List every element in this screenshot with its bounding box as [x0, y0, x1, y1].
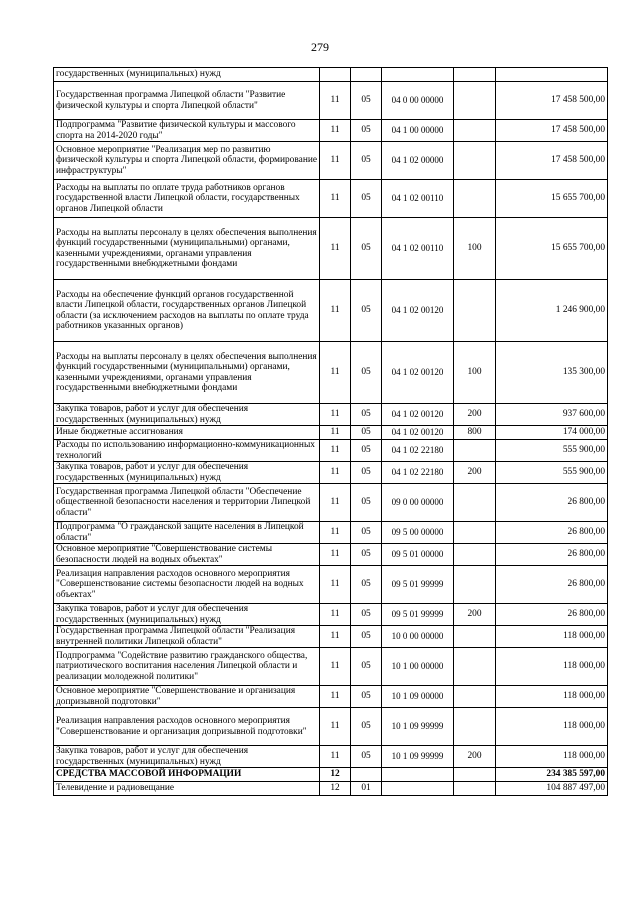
table-row — [54, 566, 608, 604]
row-amount: 17 458 500,00 — [496, 120, 608, 142]
row-expense-type: 200 — [454, 604, 496, 626]
row-amount: 26 800,00 — [496, 484, 608, 522]
row-name: Подпрограмма "Содействие развитию гражданского общества, патриотического воспитания населения Липецкой области и реализации молодежной политики" — [54, 648, 320, 686]
page-number: 279 — [311, 40, 329, 54]
row-subsection — [351, 68, 382, 82]
row-subsection: 05 — [351, 566, 382, 604]
table-row — [54, 142, 608, 180]
row-section: 11 — [320, 82, 351, 120]
row-section: 11 — [320, 686, 351, 708]
row-expense-type — [454, 566, 496, 604]
row-amount: 104 887 497,00 — [496, 782, 608, 796]
row-expense-type — [454, 768, 496, 782]
table-row — [54, 404, 608, 426]
row-section: 11 — [320, 522, 351, 544]
budget-table — [53, 67, 608, 796]
row-subsection: 05 — [351, 404, 382, 426]
row-subsection: 05 — [351, 686, 382, 708]
row-subsection: 01 — [351, 782, 382, 796]
row-amount: 118 000,00 — [496, 686, 608, 708]
row-amount: 118 000,00 — [496, 648, 608, 686]
row-name: Подпрограмма "О гражданской защите населения в Липецкой области" — [54, 522, 320, 544]
row-target-article: 09 5 01 99999 — [382, 604, 454, 626]
row-name: Телевидение и радиовещание — [54, 782, 320, 796]
table-row — [54, 342, 608, 404]
row-expense-type — [454, 440, 496, 462]
row-amount: 118 000,00 — [496, 708, 608, 746]
table-row — [54, 768, 608, 782]
row-section: 11 — [320, 626, 351, 648]
row-amount: 174 000,00 — [496, 426, 608, 440]
row-amount: 17 458 500,00 — [496, 82, 608, 120]
table-row — [54, 626, 608, 648]
row-name: Расходы на выплаты персоналу в целях обеспечения выполнения функций государственными (муниципальными) органами, казенными учреждениями, органами управления государственными внебюджетными фондами — [54, 218, 320, 280]
row-subsection: 05 — [351, 440, 382, 462]
row-name: Расходы на выплаты по оплате труда работников органов государственной власти Липецкой области, государственных органов Липецкой области — [54, 180, 320, 218]
row-target-article: 04 1 02 00120 — [382, 404, 454, 426]
row-target-article: 10 1 09 99999 — [382, 746, 454, 768]
row-name: Основное мероприятие "Совершенствование системы безопасности людей на водных объектах" — [54, 544, 320, 566]
row-target-article: 04 1 02 00120 — [382, 342, 454, 404]
table-row — [54, 648, 608, 686]
table-row — [54, 708, 608, 746]
row-section: 11 — [320, 426, 351, 440]
row-subsection: 05 — [351, 604, 382, 626]
row-target-article: 04 1 02 00110 — [382, 180, 454, 218]
row-amount: 26 800,00 — [496, 604, 608, 626]
row-target-article: 04 1 02 22180 — [382, 440, 454, 462]
table-row — [54, 522, 608, 544]
row-subsection: 05 — [351, 180, 382, 218]
row-section: 11 — [320, 648, 351, 686]
row-target-article: 04 1 02 00120 — [382, 426, 454, 440]
row-target-article: 04 1 02 00120 — [382, 280, 454, 342]
row-expense-type — [454, 626, 496, 648]
row-expense-type — [454, 82, 496, 120]
row-name: Закупка товаров, работ и услуг для обеспечения государственных (муниципальных) нужд — [54, 404, 320, 426]
row-target-article — [382, 782, 454, 796]
row-amount: 26 800,00 — [496, 566, 608, 604]
row-target-article: 04 0 00 00000 — [382, 82, 454, 120]
table-row — [54, 280, 608, 342]
table-row — [54, 604, 608, 626]
row-name: Подпрограмма "Развитие физической культуры и массового спорта на 2014-2020 годы" — [54, 120, 320, 142]
row-target-article: 04 1 02 22180 — [382, 462, 454, 484]
row-section: 11 — [320, 142, 351, 180]
row-section: 11 — [320, 120, 351, 142]
row-target-article: 04 1 02 00110 — [382, 218, 454, 280]
row-name: Закупка товаров, работ и услуг для обеспечения государственных (муниципальных) нужд — [54, 746, 320, 768]
row-section: 11 — [320, 544, 351, 566]
row-name: Закупка товаров, работ и услуг для обеспечения государственных (муниципальных) нужд — [54, 604, 320, 626]
table-row — [54, 686, 608, 708]
row-expense-type: 200 — [454, 404, 496, 426]
row-section: 12 — [320, 768, 351, 782]
row-expense-type — [454, 686, 496, 708]
table-row — [54, 462, 608, 484]
table-row — [54, 218, 608, 280]
row-target-article: 09 5 01 00000 — [382, 544, 454, 566]
row-amount: 26 800,00 — [496, 544, 608, 566]
row-expense-type — [454, 544, 496, 566]
row-name: СРЕДСТВА МАССОВОЙ ИНФОРМАЦИИ — [54, 768, 320, 782]
row-expense-type — [454, 782, 496, 796]
row-target-article: 09 0 00 00000 — [382, 484, 454, 522]
row-expense-type — [454, 180, 496, 218]
table-row — [54, 120, 608, 142]
row-subsection — [351, 768, 382, 782]
row-section: 11 — [320, 342, 351, 404]
row-expense-type — [454, 120, 496, 142]
row-subsection: 05 — [351, 522, 382, 544]
row-expense-type — [454, 68, 496, 82]
row-name: Расходы на обеспечение функций органов государственной власти Липецкой области, государственных органов Липецкой области (за исключением расходов на выплаты по оплате труда работников указанных органов) — [54, 280, 320, 342]
row-expense-type — [454, 280, 496, 342]
row-amount: 1 246 900,00 — [496, 280, 608, 342]
row-section: 11 — [320, 218, 351, 280]
row-section: 11 — [320, 604, 351, 626]
row-target-article — [382, 768, 454, 782]
table-row — [54, 746, 608, 768]
row-subsection: 05 — [351, 708, 382, 746]
row-section: 11 — [320, 180, 351, 218]
row-target-article: 10 1 00 00000 — [382, 648, 454, 686]
row-target-article: 09 5 01 99999 — [382, 566, 454, 604]
table-row — [54, 484, 608, 522]
table-row — [54, 82, 608, 120]
row-expense-type — [454, 142, 496, 180]
row-target-article: 10 1 09 99999 — [382, 708, 454, 746]
row-subsection: 05 — [351, 82, 382, 120]
row-amount: 17 458 500,00 — [496, 142, 608, 180]
row-target-article: 09 5 00 00000 — [382, 522, 454, 544]
row-name: Иные бюджетные ассигнования — [54, 426, 320, 440]
row-expense-type — [454, 708, 496, 746]
row-subsection: 05 — [351, 120, 382, 142]
row-name: Реализация направления расходов основного мероприятия "Совершенствование и организация допризывной подготовки" — [54, 708, 320, 746]
row-expense-type: 100 — [454, 218, 496, 280]
row-section: 11 — [320, 280, 351, 342]
row-amount: 234 385 597,00 — [496, 768, 608, 782]
row-name: государственных (муниципальных) нужд — [54, 68, 320, 82]
row-subsection: 05 — [351, 342, 382, 404]
row-name: Расходы на выплаты персоналу в целях обеспечения выполнения функций государственными (муниципальными) органами, казенными учреждениями, органами управления государственными внебюджетными фондами — [54, 342, 320, 404]
row-expense-type — [454, 522, 496, 544]
row-amount: 555 900,00 — [496, 440, 608, 462]
row-section: 11 — [320, 484, 351, 522]
row-amount: 555 900,00 — [496, 462, 608, 484]
row-name: Основное мероприятие "Реализация мер по развитию физической культуры и спорта Липецкой области, формирование инфраструктуры" — [54, 142, 320, 180]
row-expense-type — [454, 648, 496, 686]
row-name: Реализация направления расходов основного мероприятия "Совершенствование системы безопасности людей на водных объектах" — [54, 566, 320, 604]
row-name: Государственная программа Липецкой области "Обеспечение общественной безопасности населения и территории Липецкой области" — [54, 484, 320, 522]
table-row — [54, 544, 608, 566]
row-expense-type: 200 — [454, 462, 496, 484]
row-subsection: 05 — [351, 544, 382, 566]
row-subsection: 05 — [351, 426, 382, 440]
row-target-article: 04 1 02 00000 — [382, 142, 454, 180]
row-section: 11 — [320, 708, 351, 746]
row-section: 11 — [320, 566, 351, 604]
row-name: Государственная программа Липецкой области "Развитие физической культуры и спорта Липецкой области" — [54, 82, 320, 120]
budget-table-body — [54, 68, 608, 796]
row-section: 11 — [320, 440, 351, 462]
row-target-article: 10 1 09 00000 — [382, 686, 454, 708]
row-amount: 937 600,00 — [496, 404, 608, 426]
table-row — [54, 68, 608, 82]
row-section: 11 — [320, 746, 351, 768]
row-section: 12 — [320, 782, 351, 796]
row-subsection: 05 — [351, 484, 382, 522]
row-amount: 118 000,00 — [496, 626, 608, 648]
row-subsection: 05 — [351, 648, 382, 686]
row-amount: 26 800,00 — [496, 522, 608, 544]
row-section: 11 — [320, 404, 351, 426]
row-expense-type: 100 — [454, 342, 496, 404]
row-section: 11 — [320, 462, 351, 484]
row-target-article: 04 1 00 00000 — [382, 120, 454, 142]
row-subsection: 05 — [351, 142, 382, 180]
row-expense-type: 800 — [454, 426, 496, 440]
row-expense-type — [454, 484, 496, 522]
row-amount: 118 000,00 — [496, 746, 608, 768]
row-section — [320, 68, 351, 82]
table-row — [54, 180, 608, 218]
table-row — [54, 440, 608, 462]
row-name: Расходы по использованию информационно-коммуникационных технологий — [54, 440, 320, 462]
row-subsection: 05 — [351, 462, 382, 484]
row-amount: 135 300,00 — [496, 342, 608, 404]
row-subsection: 05 — [351, 218, 382, 280]
row-target-article — [382, 68, 454, 82]
table-row — [54, 782, 608, 796]
row-amount: 15 655 700,00 — [496, 180, 608, 218]
row-name: Основное мероприятие "Совершенствование и организация допризывной подготовки" — [54, 686, 320, 708]
table-row — [54, 426, 608, 440]
row-amount — [496, 68, 608, 82]
row-expense-type: 200 — [454, 746, 496, 768]
row-subsection: 05 — [351, 746, 382, 768]
row-name: Государственная программа Липецкой области "Реализация внутренней политики Липецкой области" — [54, 626, 320, 648]
row-target-article: 10 0 00 00000 — [382, 626, 454, 648]
row-amount: 15 655 700,00 — [496, 218, 608, 280]
row-subsection: 05 — [351, 280, 382, 342]
row-name: Закупка товаров, работ и услуг для обеспечения государственных (муниципальных) нужд — [54, 462, 320, 484]
row-subsection: 05 — [351, 626, 382, 648]
